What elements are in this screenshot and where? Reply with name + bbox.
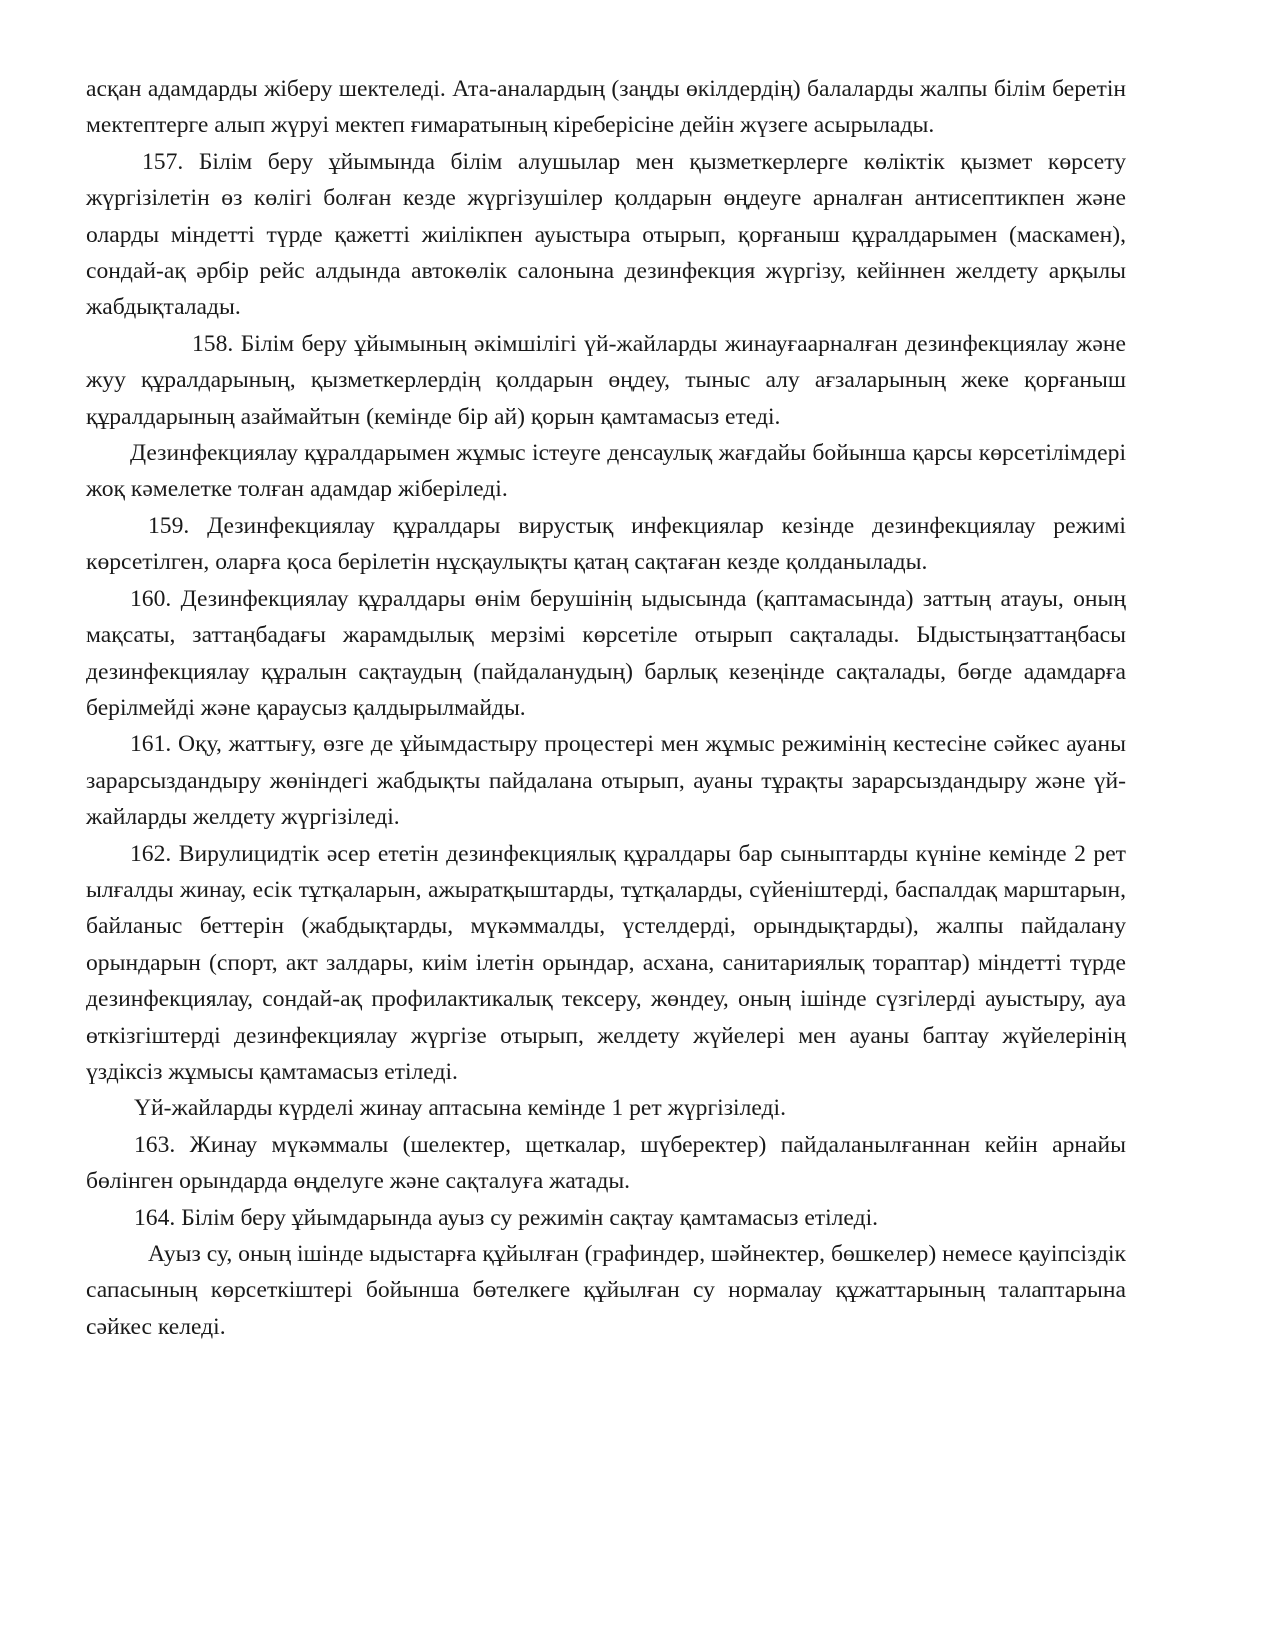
- paragraph-continuation: асқан адамдарды жіберу шектеледі. Ата-аналардың (заңды өкілдердің) балаларды жалпы білім беретін мектептерге алып жүруі мектеп ғимаратының кіреберісіне дейін жүзеге асырылады.: [86, 76, 1126, 139]
- paragraph-161: 161. Оқу, жаттығу, өзге де ұйымдастыру процестері мен жұмыс режимінің кестесіне сәйкес ауаны зарарсыздандыру жөніндегі жабдықты пайдалана отырып, ауаны тұрақты зарарсыздандыру және үй-жайларды желдету жүргізіледі.: [86, 731, 1126, 831]
- paragraph-160: 160. Дезинфекциялау құралдары өнім берушінің ыдысында (қаптамасында) заттың атауы, оның мақсаты, заттаңбадағы жарамдылық мерзімі көрсетіле отырып сақталады. Ыдыстыңзаттаңбасы дезинфекциялау құралын сақтаудың (пайдаланудың) барлық кезеңінде сақталады, бөгде адамдарға берілмейді және қараусыз қалдырылмайды.: [86, 585, 1126, 721]
- paragraph-158: 158. Білім беру ұйымының әкімшілігі үй-жайларды жинауғаарналған дезинфекциялау және жуу құралдарының, қызметкерлердің қолдарын өңдеу, тыныс алу ағзаларының жеке қорғаныш құралдарының азаймайтын (кемінде бір ай) қорын қамтамасыз етеді.: [86, 330, 1126, 430]
- paragraph-general-cleaning: Үй-жайларды күрделі жинау аптасына кемінде 1 рет жүргізіледі.: [134, 1095, 786, 1122]
- paragraph-163: 163. Жинау мүкәммалы (шелектер, щеткалар, шүберектер) пайдаланылғаннан кейін арнайы бөлінген орындарда өңделуге және сақталуға жатады.: [86, 1131, 1126, 1195]
- paragraph-164: 164. Білім беру ұйымдарында ауыз су режимін сақтау қамтамасыз етіледі.: [134, 1204, 879, 1231]
- paragraph-disinfection-staff: Дезинфекциялау құралдарымен жұмыс істеуге денсаулық жағдайы бойынша қарсы көрсетілімдері жоқ кәмелетке толған адамдар жіберіледі.: [86, 440, 1126, 503]
- document-page: [86, 71, 1126, 1345]
- paragraph-159: 159. Дезинфекциялау құралдары вирустық инфекциялар кезінде дезинфекциялау режимі көрсетілген, оларға қоса берілетін нұсқаулықты қатаң сақтаған кезде қолданылады.: [86, 512, 1126, 576]
- paragraph-157: 157. Білім беру ұйымында білім алушылар мен қызметкерлерге көліктік қызмет көрсету жүргізілетін өз көлігі болған кезде жүргізушілер қолдарын өңдеуге арналған антисептикпен және оларды міндетті түрде қажетті жиілікпен ауыстыра отырып, қорғаныш құралдарымен (маскамен), сондай-ақ әрбір рейс алдында автокөлік салонына дезинфекция жүргізу, кейіннен желдету арқылы жабдықталады.: [86, 148, 1126, 321]
- paragraph-162: 162. Вирулицидтік әсер ететін дезинфекциялық құралдары бар сыныптарды күніне кемінде 2 рет ылғалды жинау, есік тұтқаларын, ажыратқыштарды, тұтқаларды, сүйеніштерді, баспалдақ марштарын, байланыс беттерін (жабдықтарды, мүкәммалды, үстелдерді, орындықтарды), жалпы пайдалану орындарын (спорт, акт залдары, киім ілетін орындар, асхана, санитариялық тораптар) міндетті түрде дезинфекциялау, сондай-ақ профилактикалық тексеру, жөндеу, оның ішінде сүзгілерді ауыстыру, ауа өткізгіштерді дезинфекциялау жүргізе отырып, желдету жүйелері мен ауаны баптау жүйелерінің үздіксіз жұмысы қамтамасыз етіледі.: [86, 840, 1126, 1085]
- paragraph-drinking-water: Ауыз су, оның ішінде ыдыстарға құйылған (графиндер, шәйнектер, бөшкелер) немесе қауіпсіздік сапасының көрсеткіштері бойынша бөтелкеге құйылған су нормалау құжаттарының талаптарына сәйкес келеді.: [86, 1241, 1126, 1340]
